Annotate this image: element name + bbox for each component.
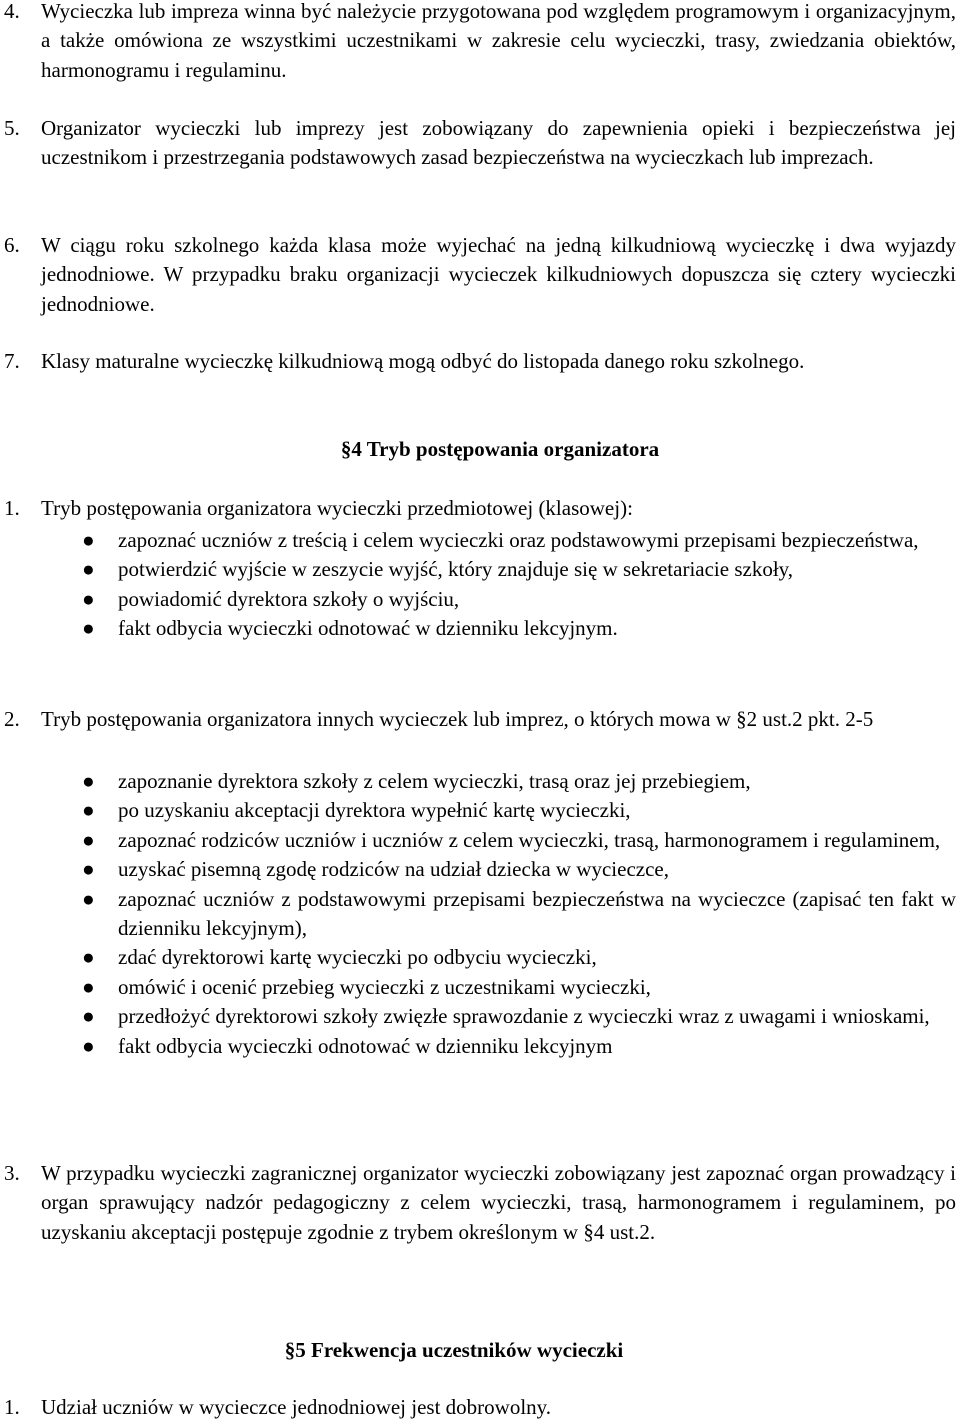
list-item-text: zapoznać rodziców uczniów i uczniów z celem wycieczki, trasą, harmonogramem i regulaminem, [118, 827, 941, 852]
item-number: 5. [4, 116, 20, 140]
bullet-icon: ● [82, 798, 95, 823]
section-heading-5: §5 Frekwencja uczestników wycieczki [284, 1338, 624, 1362]
bullet-icon: ● [82, 827, 95, 852]
item-number: 1. [4, 1395, 20, 1419]
list-item-text: potwierdzić wyjście w zeszycie wyjść, który znajduje się w sekretariacie szkoły, [118, 557, 794, 582]
list-item-text: powiadomić dyrektora szkoły o wyjściu, [118, 586, 460, 611]
list-item [82, 614, 956, 643]
bullet-icon: ● [82, 557, 95, 582]
bullet-icon: ● [82, 616, 95, 641]
item-number: 1. [4, 496, 20, 520]
list-item-text: fakt odbycia wycieczki odnotować w dzienniku lekcyjnym. [118, 616, 618, 641]
list-item [82, 885, 956, 944]
list-item [82, 826, 956, 855]
list-item-text: uzyskać pisemną zgodę rodziców na udział dziecka w wycieczce, [118, 857, 669, 882]
list-item-text: przedłożyć dyrektorowi szkoły zwięzłe sprawozdanie z wycieczki wraz z uwagami i wnioskami, [118, 1004, 930, 1029]
paragraph-item-5 [4, 114, 956, 173]
bullet-icon: ● [82, 974, 95, 999]
list-item [82, 585, 956, 614]
item-text: Wycieczka lub impreza winna być należycie przygotowana pod względem programowym i organizacyjnym, a także omówiona ze wszystkimi uczestnikami w zakresie celu wycieczki, trasy, zwiedzania obiektów, harmonogramu i regulaminu. [41, 0, 956, 82]
section4-paragraph-3 [4, 1159, 956, 1247]
bullet-icon: ● [82, 528, 95, 552]
list-item [82, 767, 956, 796]
list-item-text: zapoznanie dyrektora szkoły z celem wycieczki, trasą oraz jej przebiegiem, [118, 769, 751, 793]
list-item-text: fakt odbycia wycieczki odnotować w dzienniku lekcyjnym [118, 1033, 613, 1058]
item-number: 2. [4, 707, 20, 731]
item-text: Klasy maturalne wycieczkę kilkudniową mogą odbyć do listopada danego roku szkolnego. [41, 349, 805, 373]
item-number: 3. [4, 1161, 20, 1185]
paragraph-item-4 [4, 0, 956, 85]
list-item [82, 796, 956, 825]
item-number: 7. [4, 349, 20, 373]
item-text: Organizator wycieczki lub imprezy jest zobowiązany do zapewnienia opieki i bezpieczeństwa jej uczestnikom i przestrzegania podstawowych zasad bezpieczeństwa na wycieczkach lub imprezach. [41, 116, 956, 170]
bullet-icon: ● [82, 886, 95, 911]
section4-p2-bullet-list [82, 767, 956, 1061]
list-item-text: po uzyskaniu akceptacji dyrektora wypełnić kartę wycieczki, [118, 798, 631, 823]
section-heading-4: §4 Tryb postępowania organizatora [340, 437, 660, 461]
section5-paragraph-1 [4, 1393, 956, 1422]
bullet-icon: ● [82, 945, 95, 970]
list-item [82, 973, 956, 1002]
list-item [82, 1002, 956, 1031]
bullet-icon: ● [82, 1033, 95, 1058]
list-item [82, 855, 956, 884]
bullet-icon: ● [82, 586, 95, 611]
item-text: Udział uczniów w wycieczce jednodniowej jest dobrowolny. [41, 1395, 552, 1419]
list-item-text: zapoznać uczniów z treścią i celem wycieczki oraz podstawowymi przepisami bezpieczeństwa, [118, 528, 919, 552]
item-number: 4. [4, 0, 20, 23]
paragraph-item-6 [4, 231, 956, 319]
item-text: Tryb postępowania organizatora innych wycieczek lub imprez, o których mowa w §2 ust.2 pkt. 2-5 [41, 707, 874, 731]
list-item [82, 526, 956, 555]
bullet-icon: ● [82, 769, 95, 793]
section4-p1-bullet-list [82, 526, 956, 644]
bullet-icon: ● [82, 857, 95, 882]
item-text: W ciągu roku szkolnego każda klasa może wyjechać na jedną kilkudniową wycieczkę i dwa wyjazdy jednodniowe. W przypadku braku organizacji wycieczek kilkudniowych dopuszcza się cztery wycieczki jednodniowe. [41, 233, 956, 316]
list-item-text: zdać dyrektorowi kartę wycieczki po odbyciu wycieczki, [118, 945, 597, 970]
section4-paragraph-2 [4, 705, 956, 734]
list-item-text: zapoznać uczniów z podstawowymi przepisami bezpieczeństwa na wycieczce (zapisać ten fakt w dzienniku lekcyjnym), [118, 886, 956, 941]
list-item [82, 943, 956, 972]
list-item [82, 1032, 956, 1061]
list-item [82, 555, 956, 584]
item-text: W przypadku wycieczki zagranicznej organizator wycieczki zobowiązany jest zapoznać organ prowadzący i organ sprawujący nadzór pedagogiczny z celem wycieczki, trasą, harmonogramem i regulaminem, po uzyskaniu akceptacji postępuje zgodnie z trybem określonym w §4 ust.2. [41, 1161, 956, 1244]
item-number: 6. [4, 233, 20, 257]
bullet-icon: ● [82, 1004, 95, 1029]
list-item-text: omówić i ocenić przebieg wycieczki z uczestnikami wycieczki, [118, 974, 651, 999]
item-text: Tryb postępowania organizatora wycieczki przedmiotowej (klasowej): [41, 496, 633, 520]
section4-paragraph-1 [4, 494, 956, 523]
paragraph-item-7 [4, 347, 956, 376]
